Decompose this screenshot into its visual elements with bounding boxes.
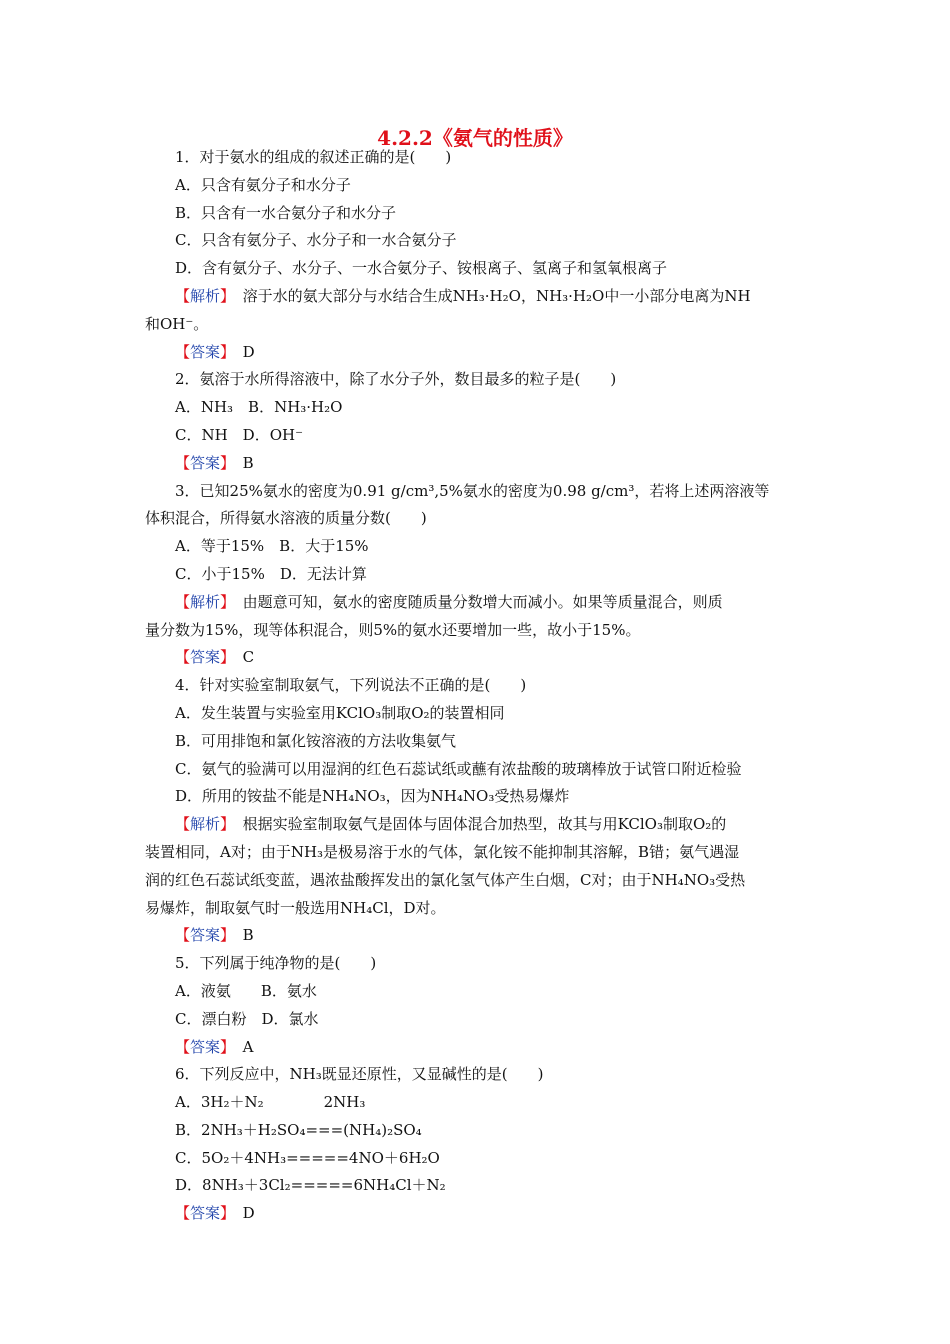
q1-option-b: B．只含有一水合氨分子和水分子 [175,203,397,222]
analysis-tag: 【解析】 [175,592,228,611]
q4-answer: 【答案】 B [175,926,254,945]
q4-option-c: C．氨气的验满可以用湿润的红色石蕊试纸或蘸有浓盐酸的玻璃棒放于试管口附近检验 [175,759,742,778]
analysis-tag: 【解析】 [175,815,228,834]
q4-analysis-cont-3: 易爆炸，制取氨气时一般选用NH₄Cl，D对。 [145,898,446,917]
q3-analysis-cont: 量分数为15%，现等体积混合，则5%的氨水还要增加一些，故小于15%。 [145,620,641,639]
q6-option-a: A．3H₂＋N₂ 2NH₃ [175,1093,366,1112]
q5-answer: 【答案】 A [175,1037,254,1056]
q3-stem: 3．已知25%氨水的密度为0.91 g/cm³,5%氨水的密度为0.98 g/cm³，若将上述两溶液等 [175,481,770,500]
page-title: 4.2.2《氨气的性质》 [377,126,573,150]
q4-option-a: A．发生装置与实验室用KClO₃制取O₂的装置相同 [175,703,505,722]
q6-option-c: C．5O₂＋4NH₃=====4NO＋6H₂O [175,1148,440,1167]
q6-stem: 6．下列反应中，NH₃既显还原性，又显碱性的是( ) [175,1065,544,1084]
answer-tag: 【答案】 [175,1204,228,1223]
answer-tag: 【答案】 [175,926,228,945]
q2-answer: 【答案】 B [175,453,254,472]
question-list [145,144,810,1228]
answer-tag: 【答案】 [175,453,228,472]
q3-stem-cont: 体积混合，所得氨水溶液的质量分数( ) [145,509,427,528]
q4-analysis: 【解析】 根据实验室制取氨气是固体与固体混合加热型，故其与用KClO₃制取O₂的 [175,815,727,834]
q3-options-ab: A．等于15% B．大于15% [175,537,369,556]
q4-analysis-cont-2: 润的红色石蕊试纸变蓝，遇浓盐酸挥发出的氯化氢气体产生白烟，C对；由于NH₄NO₃受热 [145,870,746,889]
answer-tag: 【答案】 [175,1037,228,1056]
q3-answer: 【答案】 C [175,648,255,667]
q1-stem: 1．对于氨水的组成的叙述正确的是( ) [175,148,452,166]
answer-tag: 【答案】 [175,342,228,361]
q4-analysis-cont-1: 装置相同，A对；由于NH₃是极易溶于水的气体，氯化铵不能抑制其溶解，B错；氨气遇湿 [145,842,740,861]
q3-analysis: 【解析】 由题意可知，氨水的密度随质量分数增大而减小。如果等质量混合，则质 [175,592,723,611]
analysis-tag: 【解析】 [175,286,228,305]
answer-tag: 【答案】 [175,648,228,667]
q1-option-d: D．含有氨分子、水分子、一水合氨分子、铵根离子、氢离子和氢氧根离子 [175,259,668,278]
q4-option-d: D．所用的铵盐不能是NH₄NO₃，因为NH₄NO₃受热易爆炸 [175,787,570,806]
q2-stem: 2．氨溶于水所得溶液中，除了水分子外，数目最多的粒子是( ) [175,370,617,389]
q2-options-cd: C．NH D．OH⁻ [175,425,304,444]
q6-answer: 【答案】 D [175,1204,255,1223]
q6-option-b: B．2NH₃＋H₂SO₄===(NH₄)₂SO₄ [175,1120,422,1139]
q1-option-c: C．只含有氨分子、水分子和一水合氨分子 [175,231,457,250]
q4-stem: 4．针对实验室制取氨气，下列说法不正确的是( ) [175,676,527,695]
q1-analysis: 【解析】 溶于水的氨大部分与水结合生成NH₃·H₂O，NH₃·H₂O中一小部分电离为NH [175,286,751,305]
q5-stem: 5．下列属于纯净物的是( ) [175,954,377,973]
q5-options-ab: A．液氨 B．氨水 [175,981,317,1000]
q1-answer: 【答案】 D [175,342,255,361]
q1-option-a: A．只含有氨分子和水分子 [175,175,351,194]
q5-options-cd: C．漂白粉 D．氯水 [175,1009,319,1028]
q4-option-b: B．可用排饱和氯化铵溶液的方法收集氨气 [175,731,457,750]
q1-analysis-cont: 和OH⁻。 [145,314,209,333]
q2-options-ab: A．NH₃ B．NH₃·H₂O [175,398,343,417]
q3-options-cd: C．小于15% D．无法计算 [175,564,367,583]
q6-option-d: D．8NH₃＋3Cl₂=====6NH₄Cl＋N₂ [175,1176,446,1195]
